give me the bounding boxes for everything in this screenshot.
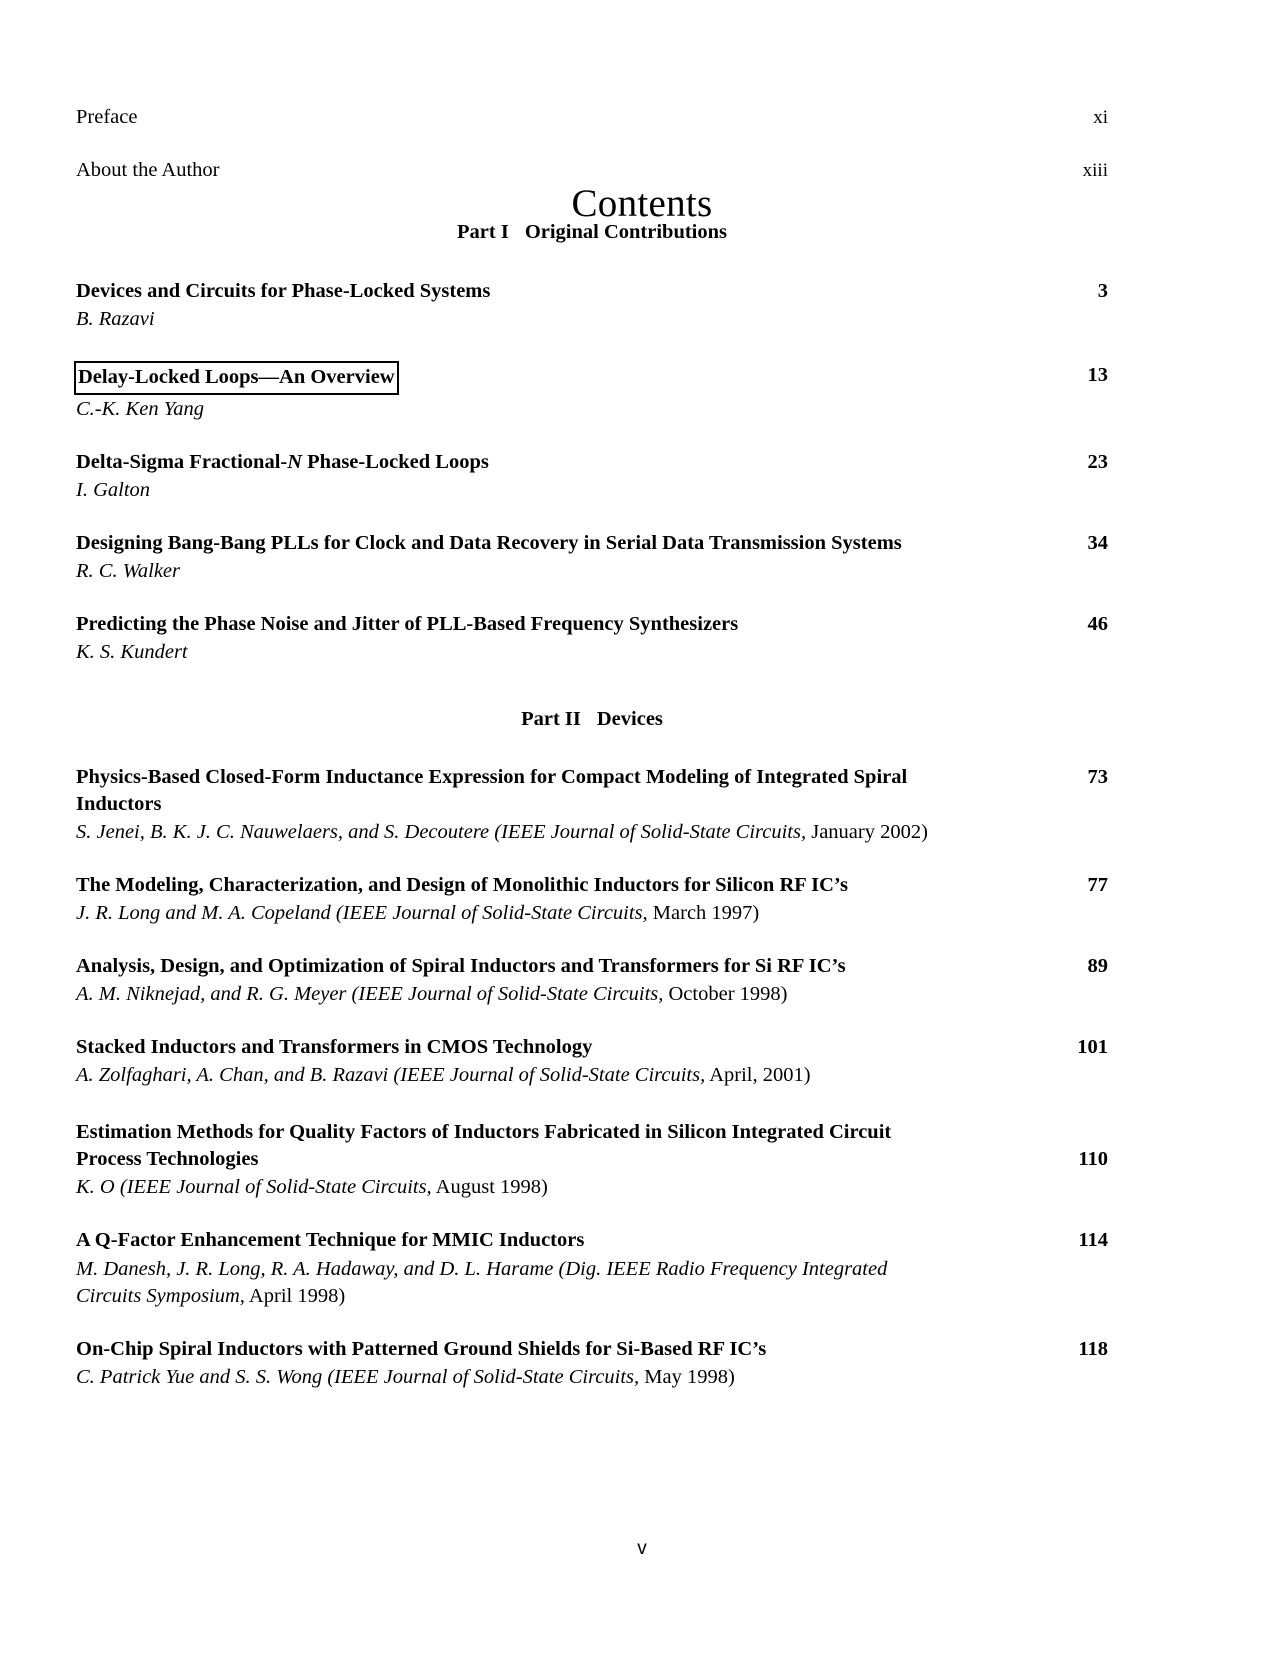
entry-title: Physics-Based Closed-Form Inductance Expression for Compact Modeling of Integrated Spiral Inductors: [76, 765, 908, 815]
toc-entry[interactable]: [76, 611, 1108, 666]
authors-names: A. M. Niknejad, and R. G. Meyer (: [76, 983, 359, 1006]
front-matter-label: Preface: [76, 106, 138, 128]
source-publication: IEEE Journal of Solid-State Circuits,: [501, 821, 807, 843]
entry-title-line-1: Estimation Methods for Quality Factors of Inductors Fabricated in Silicon Integrated Circuit: [76, 1121, 892, 1144]
front-matter-row[interactable]: [76, 105, 1108, 131]
authors-names: J. R. Long and M. A. Copeland (: [76, 902, 343, 925]
entry-authors: [76, 1174, 1016, 1201]
front-matter-page-number: xi: [1093, 107, 1108, 128]
publication-date: January 2002): [806, 821, 928, 843]
front-matter-page-number: xiii: [1082, 159, 1108, 181]
entry-title: Devices and Circuits for Phase-Locked Systems: [76, 279, 491, 302]
publication-date: April, 2001): [705, 1064, 811, 1087]
footer-page-number: v: [637, 1538, 647, 1559]
toc-content: [76, 0, 1108, 1391]
entry-authors: B. Razavi: [76, 307, 155, 330]
entry-title: [76, 1119, 891, 1173]
entry-authors: R. C. Walker: [76, 560, 181, 583]
toc-entry[interactable]: [76, 278, 1108, 333]
part-title: Original Contributions: [524, 221, 727, 244]
entry-authors: C.-K. Ken Yang: [76, 397, 204, 420]
toc-entry[interactable]: [76, 1336, 1108, 1391]
publication-date: April 1998): [244, 1284, 346, 1307]
part-heading-2: [76, 707, 1108, 732]
authors-names: C. Patrick Yue and S. S. Wong (: [76, 1365, 335, 1388]
front-matter-list: [76, 105, 1108, 183]
entry-authors: [76, 1256, 956, 1310]
entry-authors: [76, 1062, 1016, 1089]
entry-title-italic-variable: N: [287, 451, 303, 474]
front-matter-row[interactable]: [76, 158, 1108, 184]
toc-entry[interactable]: [76, 1227, 1108, 1309]
part-number: Part I: [457, 221, 509, 244]
authors-names: A. Zolfaghari, A. Chan, and B. Razavi (: [76, 1064, 401, 1087]
entry-authors: [76, 819, 1016, 846]
entry-page-number: 13: [1087, 363, 1108, 386]
entry-authors: [76, 1364, 1016, 1391]
entry-title: Stacked Inductors and Transformers in CMOS Technology: [76, 1036, 593, 1059]
entry-page-number: 46: [1087, 613, 1108, 636]
entry-page-number: 89: [1087, 955, 1108, 978]
toc-entry[interactable]: [76, 1034, 1108, 1089]
part-heading-1: [76, 220, 1108, 245]
entry-page-number: 101: [1077, 1036, 1108, 1059]
entry-authors: I. Galton: [76, 479, 151, 502]
entry-page-number: 110: [1078, 1148, 1108, 1171]
entry-page-number: 34: [1087, 532, 1108, 555]
entry-title: The Modeling, Characterization, and Design of Monolithic Inductors for Silicon RF IC’s: [76, 874, 848, 897]
entry-title-part: Delta-Sigma Fractional-: [76, 451, 288, 474]
publication-date: March 1997): [647, 902, 760, 925]
entry-title: Analysis, Design, and Optimization of Spiral Inductors and Transformers for Si RF IC’s: [76, 955, 846, 978]
toc-entry[interactable]: [76, 1119, 1108, 1201]
toc-entry[interactable]: [76, 872, 1108, 927]
annotation-box: Delay-Locked Loops—An Overview: [74, 361, 399, 395]
entry-title: Predicting the Phase Noise and Jitter of PLL-Based Frequency Synthesizers: [76, 613, 739, 636]
authors-names: M. Danesh, J. R. Long, R. A. Hadaway, and D. L. Harame (: [76, 1257, 566, 1280]
page-title: Contents: [571, 182, 713, 225]
toc-entry[interactable]: [76, 530, 1108, 585]
entry-title-part: Phase-Locked Loops: [302, 451, 489, 474]
source-publication: IEEE Journal of Solid-State Circuits,: [126, 1176, 432, 1199]
entry-title: Designing Bang-Bang PLLs for Clock and Data Recovery in Serial Data Transmission Systems: [76, 532, 902, 555]
entry-title: A Q-Factor Enhancement Technique for MMIC Inductors: [76, 1229, 585, 1252]
source-publication: IEEE Journal of Solid-State Circuits,: [334, 1365, 640, 1388]
entry-page-number: 73: [1087, 765, 1108, 788]
entry-page-number: 118: [1078, 1337, 1108, 1360]
authors-names: K. O (: [76, 1176, 127, 1199]
entry-title: [76, 449, 489, 476]
toc-entry[interactable]: [76, 953, 1108, 1008]
source-publication: IEEE Journal of Solid-State Circuits,: [342, 902, 648, 925]
part-number: Part II: [521, 708, 581, 731]
publication-date: August 1998): [431, 1176, 548, 1199]
entry-authors: K. S. Kundert: [76, 641, 188, 664]
part-title: Devices: [596, 708, 663, 731]
entry-title: On-Chip Spiral Inductors with Patterned Ground Shields for Si-Based RF IC’s: [76, 1337, 767, 1360]
entry-page-number: 77: [1087, 874, 1108, 897]
toc-entry-highlighted[interactable]: [76, 362, 1108, 423]
publication-date: October 1998): [663, 983, 788, 1006]
toc-entry[interactable]: [76, 764, 1108, 846]
entry-authors: [76, 900, 1016, 927]
entry-page-number: 114: [1078, 1229, 1108, 1252]
front-matter-label: About the Author: [76, 158, 220, 181]
source-publication: IEEE Journal of Solid-State Circuits,: [358, 983, 664, 1006]
entry-page-number: 23: [1087, 451, 1108, 474]
source-publication: Dig. IEEE Radio Frequency Integrated Circuits Symposium,: [76, 1257, 888, 1307]
entry-title-line-2: Process Technologies: [76, 1148, 259, 1171]
authors-names: S. Jenei, B. K. J. C. Nauwelaers, and S. Decoutere (: [76, 821, 502, 843]
source-publication: IEEE Journal of Solid-State Circuits,: [400, 1064, 706, 1087]
entry-authors: [76, 981, 1016, 1008]
toc-entry[interactable]: [76, 449, 1108, 504]
publication-date: May 1998): [639, 1365, 735, 1388]
entry-page-number: 3: [1097, 279, 1108, 302]
entry-title: [76, 362, 397, 393]
